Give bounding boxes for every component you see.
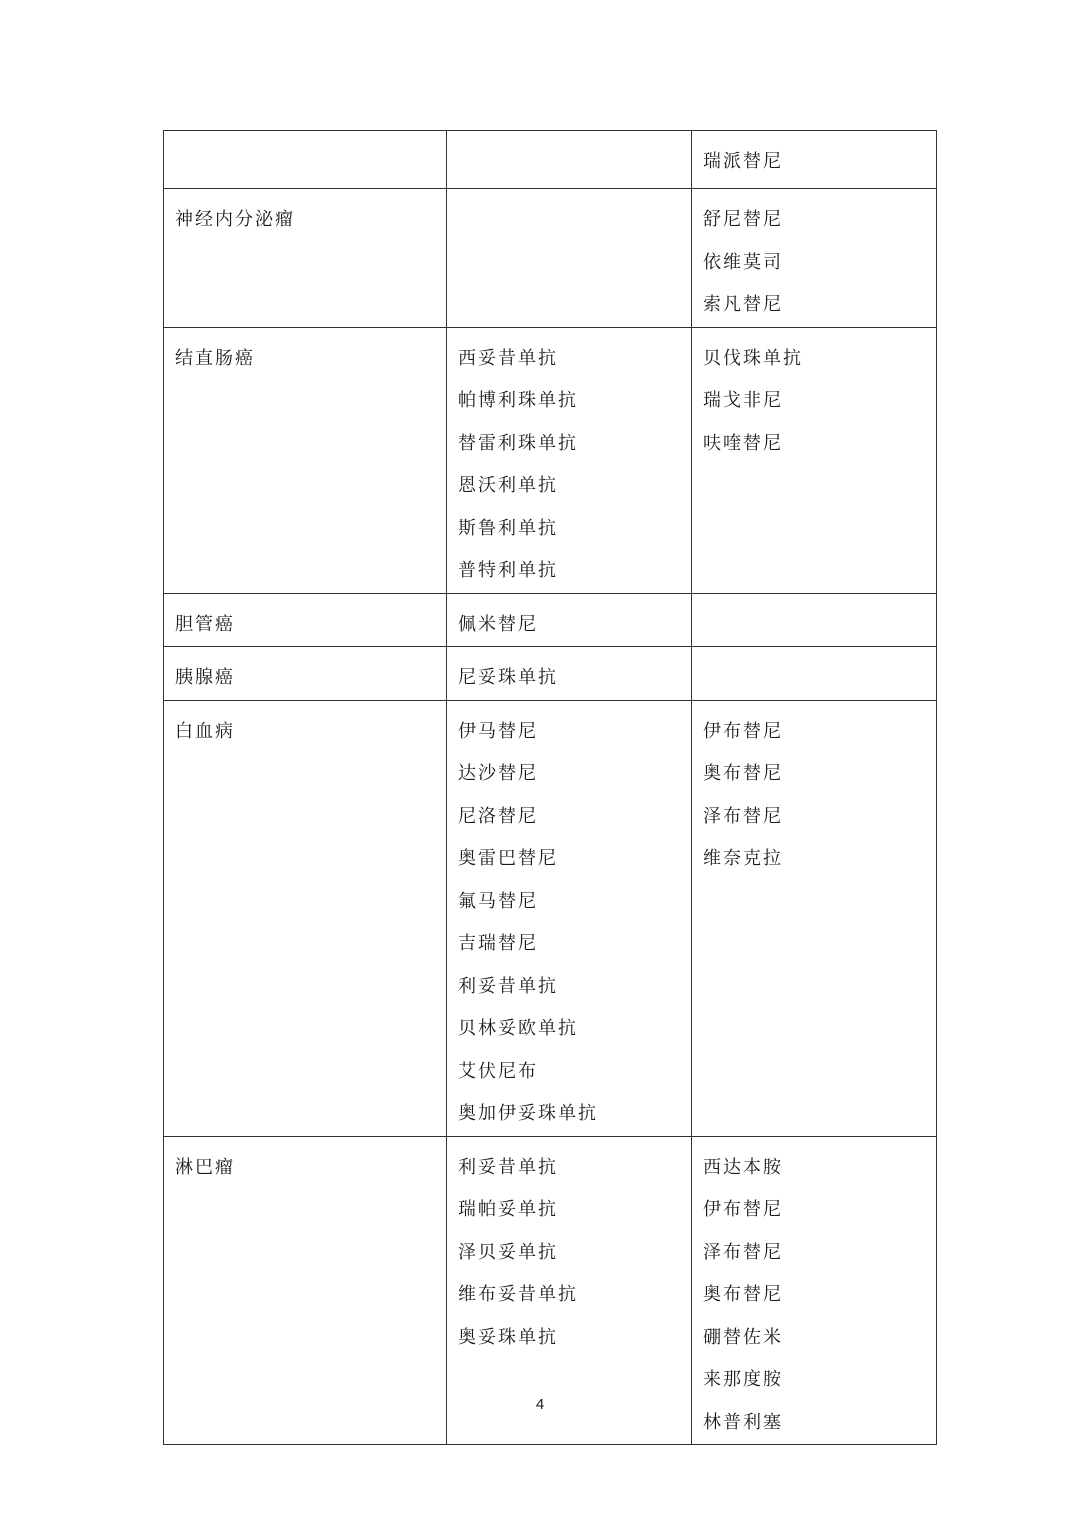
drug-name: 伊布替尼 <box>703 720 783 742</box>
drug-name: 瑞派替尼 <box>703 151 783 172</box>
drug-name: 林普利塞 <box>703 1411 783 1433</box>
drug-list-cell-middle <box>447 327 692 593</box>
drug-name: 泽布替尼 <box>703 805 783 827</box>
drug-name: 普特利单抗 <box>458 560 558 581</box>
drug-name: 替雷利珠单抗 <box>458 432 578 454</box>
drug-name: 斯鲁利单抗 <box>458 517 558 539</box>
cancer-type-label: 神经内分泌瘤 <box>175 209 295 230</box>
drug-name: 贝伐珠单抗 <box>703 347 803 369</box>
drug-name: 利妥昔单抗 <box>458 1156 558 1178</box>
drug-name: 呋喹替尼 <box>703 432 783 454</box>
drug-name: 贝林妥欧单抗 <box>458 1018 578 1039</box>
drug-name: 舒尼替尼 <box>703 209 783 230</box>
drug-name: 硼替佐米 <box>703 1326 783 1348</box>
drug-name: 瑞戈非尼 <box>703 390 783 411</box>
cancer-type-cell <box>164 327 447 593</box>
cancer-type-label: 白血病 <box>175 720 235 742</box>
drug-name: 佩米替尼 <box>458 613 538 635</box>
cancer-type-label: 胆管癌 <box>175 613 235 635</box>
drug-name: 艾伏尼布 <box>458 1060 538 1082</box>
cancer-type-label: 淋巴瘤 <box>175 1156 235 1178</box>
table-row <box>164 327 937 593</box>
drug-list-cell-middle <box>447 593 692 647</box>
drug-name: 利妥昔单抗 <box>458 975 558 997</box>
drug-list-cell-right <box>692 700 937 1136</box>
drug-list-cell-right <box>692 593 937 647</box>
drug-name: 瑞帕妥单抗 <box>458 1199 558 1220</box>
drug-name: 恩沃利单抗 <box>458 475 558 496</box>
drug-name: 奥布替尼 <box>703 1284 783 1305</box>
drug-name: 尼洛替尼 <box>458 805 538 827</box>
drug-name: 泽布替尼 <box>703 1241 783 1263</box>
table-body <box>164 131 937 1445</box>
cancer-type-cell <box>164 131 447 189</box>
cancer-type-cell <box>164 700 447 1136</box>
drug-name: 伊马替尼 <box>458 720 538 742</box>
drug-list-cell-right <box>692 189 937 328</box>
drug-name: 依维莫司 <box>703 251 783 273</box>
drug-list-cell-middle <box>447 131 692 189</box>
cancer-type-label: 胰腺癌 <box>175 667 235 688</box>
drug-name: 帕博利珠单抗 <box>458 390 578 411</box>
drug-list-cell-right <box>692 131 937 189</box>
drug-name: 维布妥昔单抗 <box>458 1284 578 1305</box>
drug-name: 达沙替尼 <box>458 763 538 784</box>
drug-name: 西妥昔单抗 <box>458 347 558 369</box>
drug-name: 吉瑞替尼 <box>458 933 538 954</box>
drug-name: 氟马替尼 <box>458 890 538 912</box>
drug-name: 伊布替尼 <box>703 1199 783 1220</box>
drug-name: 尼妥珠单抗 <box>458 667 558 688</box>
drug-list-cell-middle <box>447 647 692 701</box>
drug-list-cell-right <box>692 327 937 593</box>
table-row <box>164 593 937 647</box>
table-row <box>164 131 937 189</box>
drug-name: 泽贝妥单抗 <box>458 1241 558 1263</box>
table-row <box>164 189 937 328</box>
drug-name: 奥妥珠单抗 <box>458 1326 558 1348</box>
drug-name: 奥加伊妥珠单抗 <box>458 1103 598 1124</box>
cancer-type-cell <box>164 189 447 328</box>
drug-name: 维奈克拉 <box>703 848 783 869</box>
drug-list-cell-middle <box>447 700 692 1136</box>
drug-name: 奥雷巴替尼 <box>458 848 558 869</box>
table-row <box>164 700 937 1136</box>
drug-list-cell-middle <box>447 189 692 328</box>
drug-name: 索凡替尼 <box>703 294 783 315</box>
cancer-type-cell <box>164 647 447 701</box>
drug-name: 西达本胺 <box>703 1156 783 1178</box>
page-number: 4 <box>535 1396 545 1413</box>
drug-list-cell-right <box>692 647 937 701</box>
cancer-type-cell <box>164 593 447 647</box>
drug-name: 来那度胺 <box>703 1369 783 1390</box>
drug-name: 奥布替尼 <box>703 763 783 784</box>
table-row <box>164 647 937 701</box>
drug-table <box>163 130 937 1445</box>
cancer-type-label: 结直肠癌 <box>175 347 255 369</box>
